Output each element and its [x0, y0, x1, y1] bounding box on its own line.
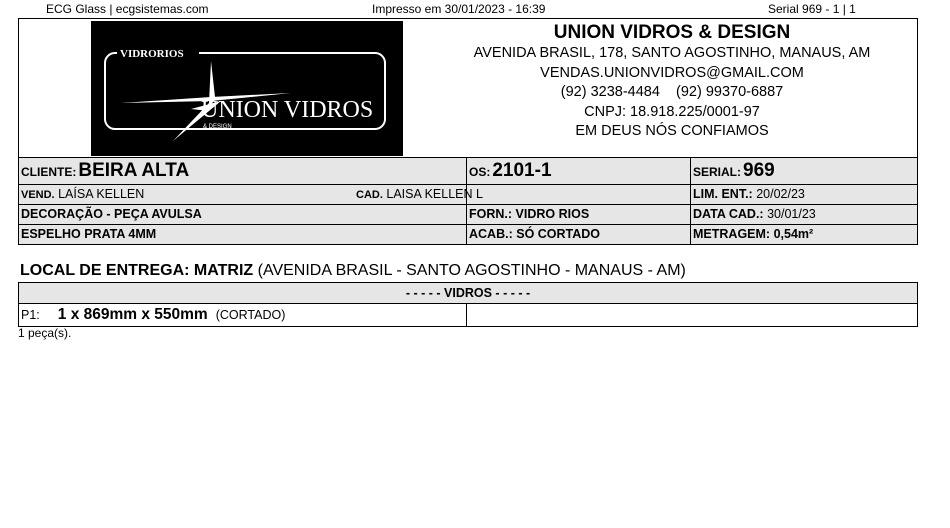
client-cell [19, 158, 467, 184]
company-email: VENDAS.UNIONVIDROS@GMAIL.COM [540, 64, 804, 81]
date-cad-value: 30/01/23 [767, 207, 816, 221]
area-value: 0,54m² [773, 227, 814, 241]
piece-count: 1 peça(s). [18, 326, 72, 340]
company-name: UNION VIDROS & DESIGN [553, 22, 791, 43]
order-row-client [19, 158, 917, 185]
client-label: CLIENTE: [21, 165, 77, 179]
company-motto: EM DEUS NÓS CONFIAMOS [575, 123, 769, 139]
date-cad-label: DATA CAD.: [693, 207, 764, 221]
company-phones: (92) 3238-4484 (92) 99370-6887 [560, 84, 784, 100]
glass-item-dims: 1 x 869mm x 550mm [57, 306, 208, 323]
decoration-cell: DECORAÇÃO - PEÇA AVULSA [19, 205, 467, 224]
delivery-label: LOCAL DE ENTREGA: MATRIZ [20, 262, 254, 279]
table-row [19, 304, 917, 326]
cad-block [356, 185, 483, 205]
serial-cell [691, 158, 917, 184]
supplier-label: FORN.: [469, 207, 513, 221]
limit-value: 20/02/23 [756, 187, 805, 201]
empty-cell [467, 185, 691, 204]
order-sheet [18, 18, 918, 245]
company-cnpj: CNPJ: 18.918.225/0001-97 [584, 103, 760, 120]
finish-cell [467, 225, 691, 244]
company-header [19, 19, 917, 158]
glass-item [19, 304, 467, 326]
print-header [0, 2, 950, 18]
system-name: ECG Glass | ecgsistemas.com [46, 2, 209, 16]
printed-timestamp: Impresso em 30/01/2023 - 16:39 [372, 2, 546, 16]
finish-value: SÓ CORTADO [516, 227, 601, 241]
logo-sub-text: & DESIGN [203, 124, 232, 130]
serial-page: Serial 969 - 1 | 1 [768, 2, 856, 16]
order-row-decoration [19, 205, 917, 225]
company-logo [91, 21, 403, 156]
company-info [427, 21, 917, 142]
os-cell [467, 158, 691, 184]
area-label: METRAGEM: [693, 227, 771, 241]
cad-value: LAISA KELLEN L [386, 187, 483, 201]
glass-item-status: (CORTADO) [215, 308, 286, 322]
logo-top-text: VIDRORIOS [120, 48, 184, 60]
limit-label: LIM. ENT.: [693, 187, 753, 201]
os-label: OS: [469, 165, 491, 179]
logo-graphic [91, 21, 403, 156]
company-address: AVENIDA BRASIL, 178, SANTO AGOSTINHO, MANAUS, AM [473, 45, 871, 61]
vendor-cell [19, 185, 483, 204]
limit-cell [691, 185, 917, 204]
order-row-vendor [19, 185, 917, 205]
glass-item-empty [467, 304, 917, 326]
glass-table [18, 282, 918, 327]
supplier-value: VIDRO RIOS [515, 207, 590, 221]
product-cell: ESPELHO PRATA 4MM [19, 225, 467, 244]
date-cad-cell [691, 205, 917, 224]
glass-table-header: - - - - - VIDROS - - - - - [19, 283, 917, 304]
glass-item-label: P1: [21, 308, 40, 322]
os-value: 2101-1 [492, 160, 552, 181]
area-cell [691, 225, 917, 244]
client-value: BEIRA ALTA [78, 160, 190, 181]
delivery-detail: (AVENIDA BRASIL - SANTO AGOSTINHO - MANAUS - AM) [257, 262, 686, 279]
delivery-location [20, 262, 686, 280]
serial-label: SERIAL: [693, 165, 741, 179]
serial-value: 969 [743, 160, 775, 181]
vendor-label: VEND. [21, 189, 55, 201]
supplier-cell [467, 205, 691, 224]
cad-label: CAD. [356, 189, 383, 201]
logo-main-text: UNION VIDROS [201, 97, 374, 123]
vendor-value: LAÍSA KELLEN [58, 187, 145, 201]
order-row-product [19, 225, 917, 244]
finish-label: ACAB.: [469, 227, 513, 241]
